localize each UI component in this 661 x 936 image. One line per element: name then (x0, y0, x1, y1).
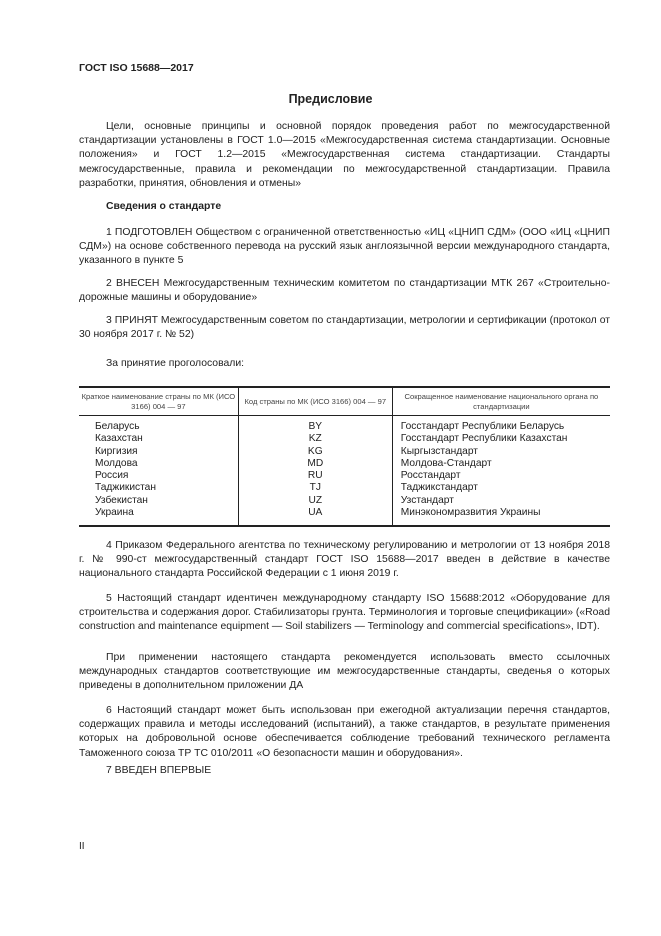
item-1: 1 ПОДГОТОВЛЕН Обществом с ограниченной ответственностью «ИЦ «ЦНИП СДМ» (ООО «ИЦ «ЦНИП СДМ») на основе собственного перевода на русский язык англоязычной версии международного стандарта, указанного в пункте 5 (79, 227, 610, 267)
item-2: 2 ВНЕСЕН Межгосударственным техническим комитетом по стандартизации МТК 267 «Строительно-дорожные машины и оборудование» (79, 278, 610, 304)
table-row (79, 416, 610, 434)
item-3: 3 ПРИНЯТ Межгосударственным советом по стандартизации, метрологии и сертификации (протокол от 30 ноября 2017 г. № 52) (79, 315, 610, 341)
item-5-note: При применении настоящего стандарта рекомендуется использовать вместо ссылочных международных стандартов соответствующие им межгосударственные стандарты, сведенья о которых приведены в дополнительном приложении ДА (79, 652, 610, 692)
vote-label: За принятие проголосовали: (106, 358, 245, 369)
country-cell: Россия (95, 470, 129, 482)
body-cell: Кыргызстандарт (392, 446, 610, 458)
intro-paragraph: Цели, основные принципы и основной порядок проведения работ по межгосударственной стандартизации установлены в ГОСТ 1.0—2015 «Межгосударственная система стандартизации. Основные положения» и ГОСТ 1.2—2015 «Межгосударственная система стандартизации. Стандарты межгосударственные, правила и рекомендации по межгосударственной стандартизации. Правила разработки, принятия, обновления и отмены» (79, 121, 610, 189)
country-cell: Таджикистан (95, 482, 156, 494)
code-cell: KG (238, 446, 392, 458)
item-7: 7 ВВЕДЕН ВПЕРВЫЕ (106, 765, 212, 776)
body-cell: Таджикстандарт (392, 482, 610, 494)
code-cell: RU (238, 470, 392, 482)
country-cell: Беларусь (95, 421, 140, 432)
item-4: 4 Приказом Федерального агентства по техническому регулированию и метрологии от 13 ноября 2018 г. № 990-ст межгосударственный стандарт ГОСТ ISO 15688—2017 введен в действие в качестве национального стандарта Российской Федерации с 1 июня 2019 г. (79, 540, 610, 580)
body-cell: Госстандарт Республики Беларусь (392, 416, 610, 434)
country-cell: Молдова (95, 457, 138, 469)
col-header-code: Код страны по МК (ИСО 3166) 004 — 97 (238, 387, 392, 416)
code-cell: MD (238, 458, 392, 470)
page-title: Предисловие (288, 92, 373, 106)
table-row (79, 507, 610, 526)
table-row (79, 446, 610, 458)
code-cell: BY (238, 416, 392, 434)
table-row (79, 433, 610, 445)
table-row (79, 470, 610, 482)
body-cell: Госстандарт Республики Казахстан (392, 433, 610, 445)
code-cell: TJ (238, 482, 392, 494)
body-cell: Узстандарт (392, 495, 610, 507)
table-row (79, 495, 610, 507)
body-cell: Минэкономразвития Украины (392, 507, 610, 526)
country-cell: Украина (95, 507, 134, 519)
table-row (79, 458, 610, 470)
code-cell: KZ (238, 433, 392, 445)
country-cell: Узбекистан (95, 494, 148, 506)
code-cell: UA (238, 507, 392, 526)
body-cell: Росстандарт (392, 470, 610, 482)
col-header-body: Сокращенное наименование национального органа по стандартизации (392, 387, 610, 416)
body-cell: Молдова-Стандарт (392, 458, 610, 470)
table-row (79, 482, 610, 494)
item-6: 6 Настоящий стандарт может быть использован при ежегодной актуализации перечня стандартов, содержащих правила и методы исследований (испытаний), а также стандартов, в результате применения которых на добровольной основе обеспечивается соблюдение требований технического регламента Таможенного союза ТР ТС 010/2011 «О безопасности машин и оборудования». (79, 705, 610, 759)
voting-table (79, 386, 610, 527)
code-cell: UZ (238, 495, 392, 507)
country-cell: Киргизия (95, 445, 138, 457)
page-number: II (79, 841, 85, 852)
country-cell: Казахстан (95, 433, 143, 445)
document-header: ГОСТ ISO 15688—2017 (79, 62, 194, 74)
col-header-country: Краткое наименование страны по МК (ИСО 3166) 004 — 97 (79, 387, 238, 416)
item-5: 5 Настоящий стандарт идентичен международному стандарту ISO 15688:2012 «Оборудование для строительства и содержания дорог. Стабилизаторы грунта. Терминология и торговые спецификации» («Road construction and maintenance equipment — Soil stabilizers — Terminology and commercial specifications», IDT). (79, 593, 610, 633)
info-heading: Сведения о стандарте (106, 201, 222, 212)
